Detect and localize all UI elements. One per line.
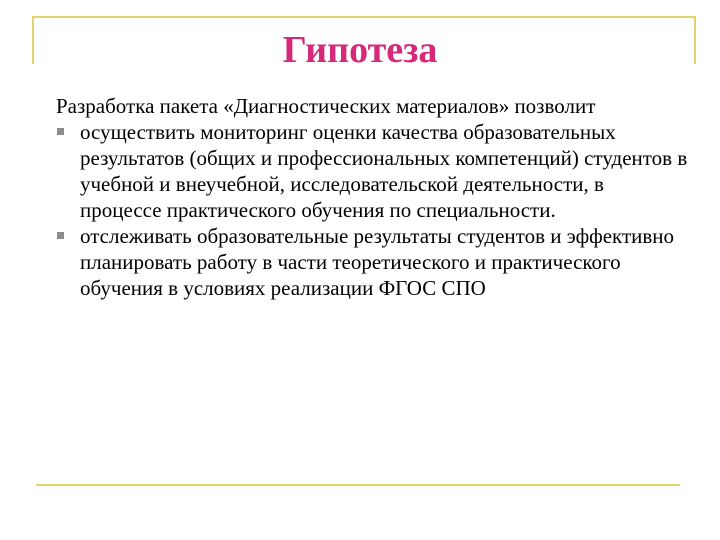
bullet-list	[50, 119, 690, 301]
bullet-item	[50, 119, 690, 223]
bullet-text: осуществить мониторинг оценки качества образовательных результатов (общих и профессиональных компетенций) студентов в учебной и внеучебной, исследовательской деятельности, в процессе практического обучения по специальности.	[80, 120, 688, 222]
frame-top-line	[32, 16, 696, 18]
bullet-text: отслеживать образовательные результаты студентов и эффективно планировать работу в части теоретического и практического обучения в условиях реализации ФГОС СПО	[80, 224, 675, 300]
square-bullet-icon	[57, 128, 64, 135]
slide-title: Гипотеза	[282, 29, 438, 71]
intro-text: Разработка пакета «Диагностических материалов» позволит	[56, 94, 596, 118]
square-bullet-icon	[57, 232, 64, 239]
bullet-item	[50, 223, 690, 301]
slide-body	[50, 93, 690, 301]
frame-bottom-line	[36, 484, 680, 486]
